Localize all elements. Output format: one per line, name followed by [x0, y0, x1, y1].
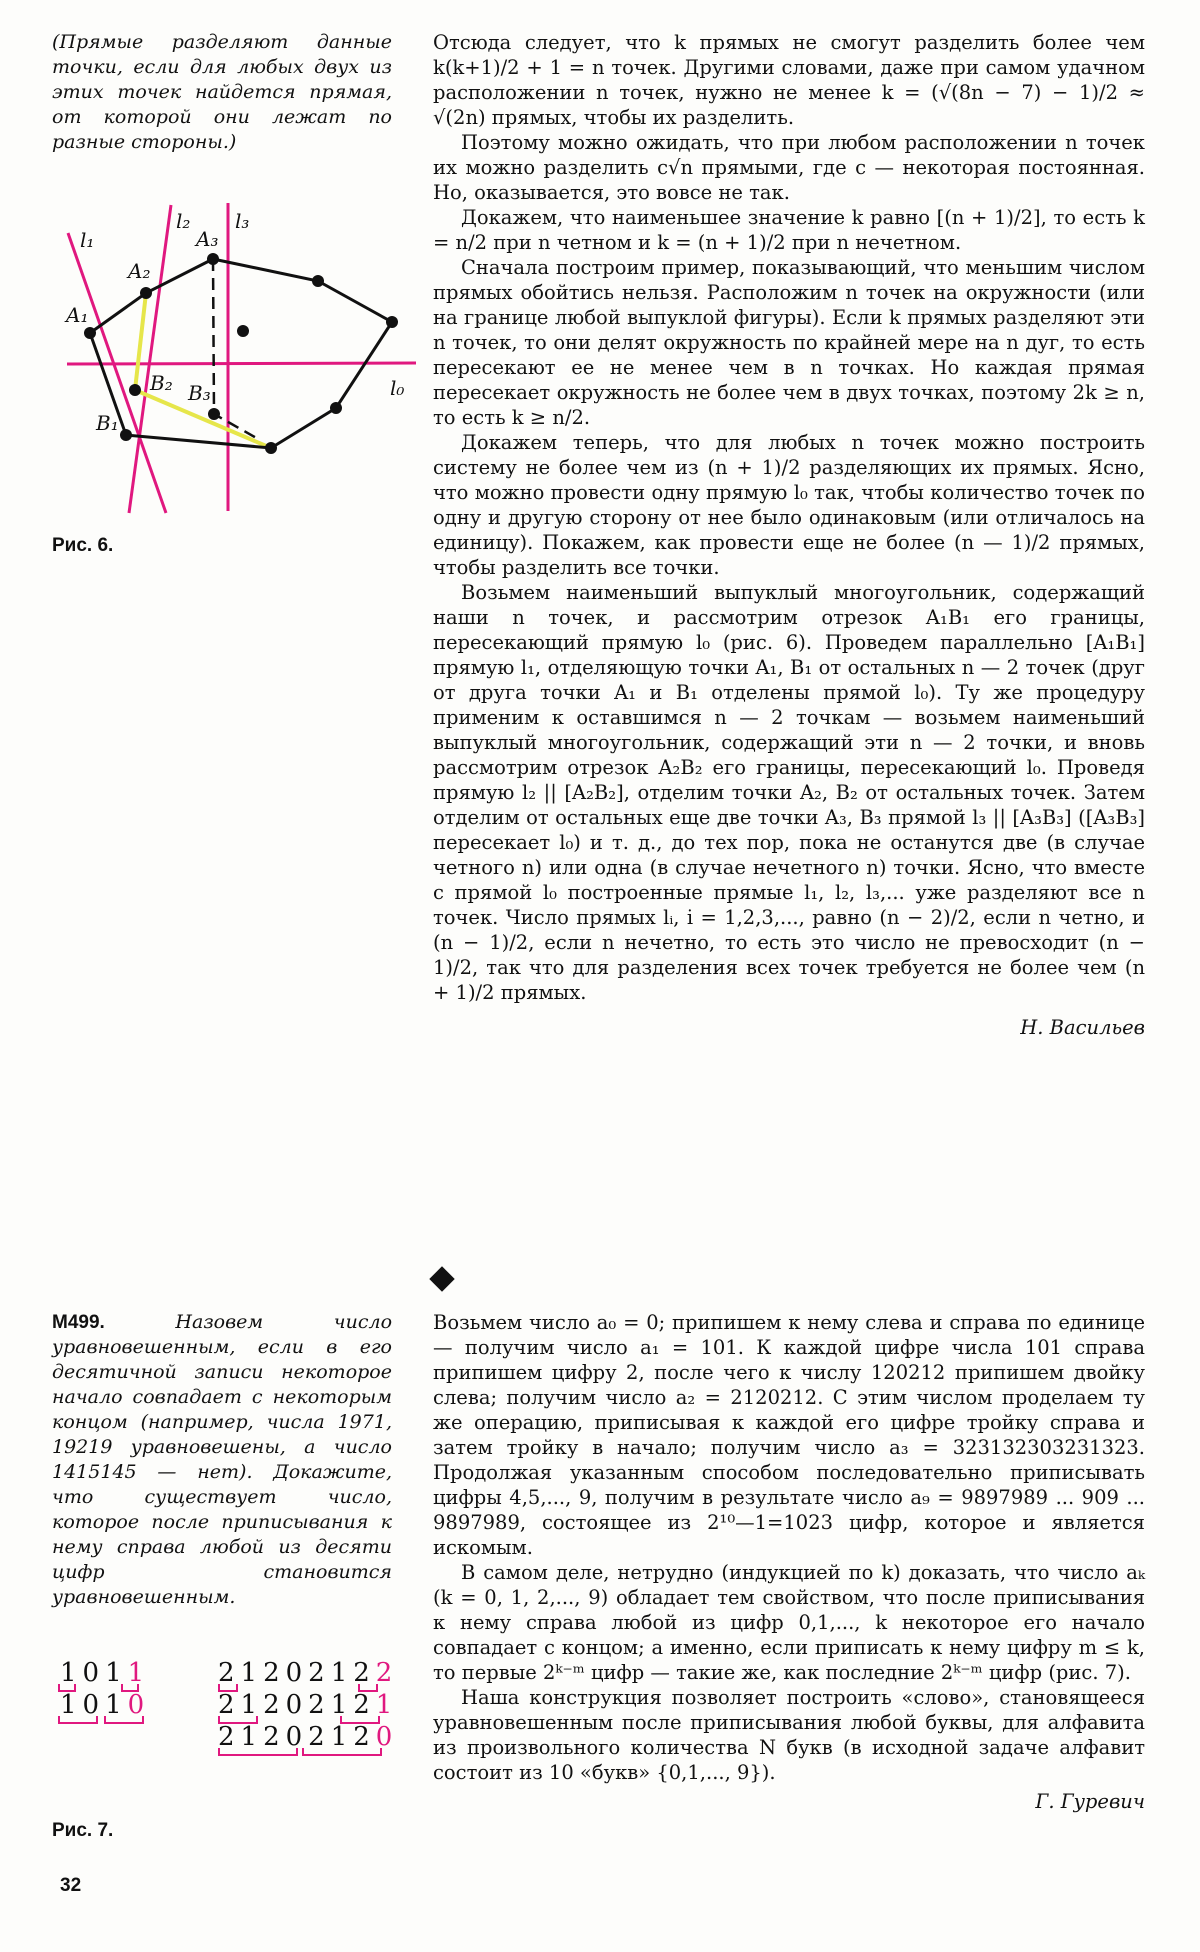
- figure-6: [0, 180, 430, 540]
- page-number: 32: [60, 1875, 82, 1896]
- paragraph: Поэтому можно ожидать, что при любом расположении n точек их можно разделить c√n прямыми, где c — некоторая постоянная. Но, оказывается, это вовсе не так.: [433, 131, 1145, 204]
- solution: [433, 1310, 1145, 1814]
- figure-7-caption: Рис. 7.: [52, 1820, 114, 1841]
- label-B3: B₃: [188, 381, 211, 405]
- label-l3: l₃: [235, 209, 250, 233]
- paragraph: Докажем, что наименьшее значение k равно [(n + 1)/2], то есть k = n/2 при n четном и k = (n + 1)/2 при n нечетном.: [433, 206, 1145, 254]
- label-B1: B₁: [96, 411, 119, 435]
- paragraph: Докажем теперь, что для любых n точек можно построить систему не более чем из (n + 1)/2 разделяющих их прямых. Ясно, что можно провести одну прямую l₀ так, чтобы количество точек по одну и другую сторону от нее было одинаковым (или отличалось на единицу). Покажем, как провести еще не более (n — 1)/2 прямых, чтобы разделить все точки.: [433, 431, 1145, 579]
- separating-lines: [67, 203, 416, 513]
- label-A3: A₃: [196, 227, 219, 251]
- label-A1: A₁: [66, 303, 89, 327]
- points: [84, 253, 398, 454]
- convex-hull: [90, 259, 392, 448]
- label-l1: l₁: [80, 228, 95, 252]
- fig7-row: 1011: [60, 1658, 151, 1688]
- paragraph: Наша конструкция позволяет построить «слово», становящееся уравновешенным после приписывания любой буквы, для алфавита из произвольного количества N букв (в исходной задаче алфавит состоит из 10 «букв» {0,1,..., 9}).: [433, 1686, 1145, 1784]
- main-article: [433, 30, 1145, 1040]
- label-B2: B₂: [150, 371, 173, 395]
- figure-6-caption: Рис. 6.: [52, 535, 114, 556]
- fig7-row: 21202120: [218, 1722, 399, 1752]
- paragraph: Возьмем число a₀ = 0; припишем к нему слева и справа по единице — получим число a₁ = 101. К каждой цифре числа 101 справа припишем цифру 2, после чего к числу 120212 припишем двойку слева; получим число a₂ = 2120212. С этим числом проделаем ту же операцию, приписывая к каждой его цифре тройку справа и затем тройку в начало; получим число a₃ = 323132303231323. Продолжая указанным способом последовательно приписывать цифры 4,5,..., 9, получим в результате число a₉ = 9897989 ... 909 ... 9897989, состоящее из 2¹⁰—1=1023 цифр, которое и является искомым.: [433, 1311, 1145, 1559]
- author-signature: Н. Васильев: [1020, 1016, 1145, 1039]
- problem-statement: [52, 1310, 392, 1610]
- label-l2: l₂: [176, 209, 191, 233]
- paragraph: Возьмем наименьший выпуклый многоугольник, содержащий наши n точек, и рассмотрим отрезок A₁B₁ его границы, пересекающий прямую l₀ (рис. 6). Проведем параллельно [A₁B₁] прямую l₁, отделяющую точки A₁, B₁ от остальных n — 2 точек (друг от друга точки A₁ и B₁ отделены прямой l₀). Ту же процедуру применим к оставшимся n — 2 точкам — возьмем наименьший выпуклый многоугольник, содержащий эти n — 2 точки, и вновь рассмотрим отрезок A₂B₂ его границы, пересекающий l₀. Проведя прямую l₂ || [A₂B₂], отделим точки A₂, B₂ от остальных точек. Затем отделим от остальных еще две точки A₃, B₃ прямой l₃ || [A₃B₃] ([A₃B₃] пересекает l₀) и т. д., до тех пор, пока не останутся две (в случае четного n) или одна (в случае нечетного n) точки. Ясно, что вместе с прямой l₀ построенные прямые l₁, l₂, l₃,... уже разделяют все n точек. Число прямых lᵢ, i = 1,2,3,..., равно (n − 2)/2, если n четно, и (n − 1)/2, если n нечетно, то есть это число не превосходит (n − 1)/2, так что для разделения всех точек требуется не более чем (n + 1)/2 прямых.: [433, 581, 1145, 1004]
- fig7-row: 21202121: [218, 1690, 399, 1720]
- fig7-row: 21202122: [218, 1658, 399, 1688]
- margin-note: (Прямые разделяют данные точки, если для любых двух из этих точек найдется прямая, от которой они лежат по разные стороны.): [52, 31, 392, 153]
- problem-text: Назовем число уравновешенным, если в его десятичной записи некоторое начало совпадает с некоторым концом (например, числа 1971, 19219 уравновешены, а число 1415145 — нет). Докажите, что существует число, которое после приписывания к нему справа любой из десяти цифр становится уравновешенным.: [52, 1311, 393, 1608]
- fig7-row: 1010: [60, 1690, 151, 1720]
- paragraph: В самом деле, нетрудно (индукцией по k) доказать, что число aₖ (k = 0, 1, 2,..., 9) обладает тем свойством, что после приписывания к нему справа любой из цифр 0,1,..., k некоторое его начало совпадает с концом; а именно, если приписать к нему цифру m ≤ k, то первые 2ᵏ⁻ᵐ цифр — такие же, как последние 2ᵏ⁻ᵐ цифр (рис. 7).: [433, 1561, 1145, 1684]
- paragraph: Сначала построим пример, показывающий, что меньшим числом прямых обойтись нельзя. Расположим n точек на окружности (или на границе любой выпуклой фигуры). Если k прямых разделяют эти n точек, то они делят окружность по крайней мере на n дуг, то есть пересекают ее не менее чем в n точках. Но каждая прямая пересекает окружность не более чем в двух точках, поэтому 2k ≥ n, то есть k ≥ n/2.: [433, 256, 1145, 429]
- problem-number: М499.: [52, 1312, 105, 1333]
- author-signature: Г. Гуревич: [1035, 1790, 1145, 1813]
- paragraph: Отсюда следует, что k прямых не смогут разделить более чем k(k+1)/2 + 1 = n точек. Другими словами, даже при самом удачном расположении n точек, нужно не менее k = (√(8n − 7) − 1)/2 ≈ √(2n) прямых, чтобы их разделить.: [433, 31, 1145, 129]
- label-l0: l₀: [390, 376, 405, 400]
- dashed-path: [213, 259, 260, 440]
- section-divider-diamond: [429, 1266, 454, 1291]
- label-A2: A₂: [128, 259, 151, 283]
